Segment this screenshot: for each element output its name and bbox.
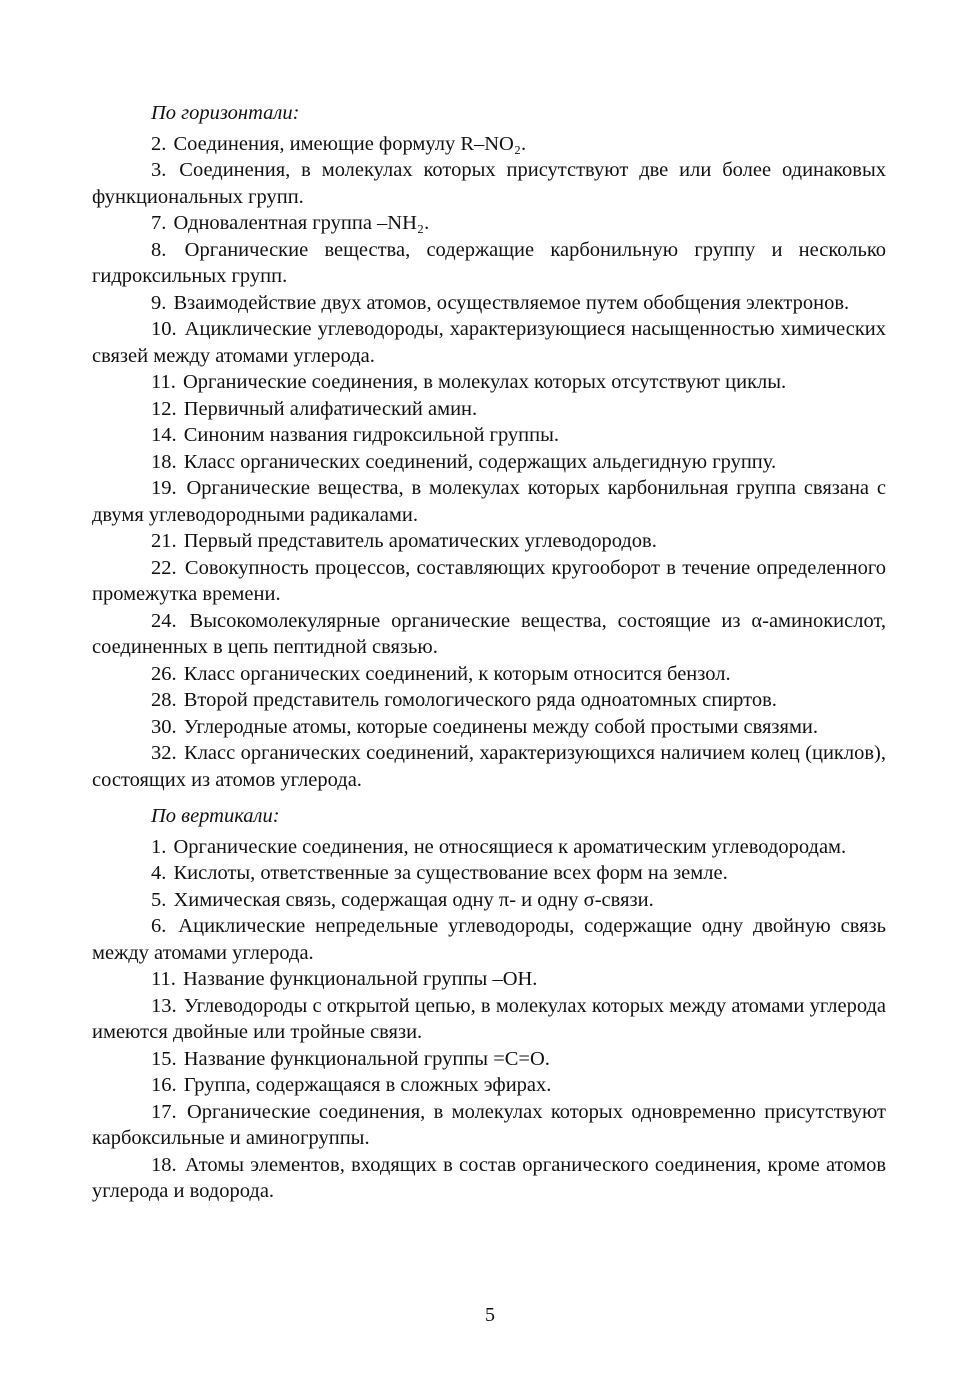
- down-clue: [92, 887, 886, 914]
- clue-text: Органические вещества, в молекулах которых карбонильная группа связана с двумя углеводородными радикалами.: [92, 477, 886, 526]
- clue-number: 7.: [151, 212, 167, 234]
- clue-text: Взаимодействие двух атомов, осуществляемое путем обобщения электронов.: [173, 291, 850, 314]
- clue-number: 14.: [151, 424, 177, 446]
- across-clue: [92, 449, 886, 476]
- clue-text: Первичный алифатический амин.: [183, 397, 478, 420]
- clue-number: 1.: [151, 835, 167, 858]
- clue-text: Ациклические углеводороды, характеризующиеся насыщенностью химических связей между атомами углерода.: [92, 318, 886, 367]
- down-heading: По вертикали:: [151, 805, 280, 827]
- clue-number: 30.: [151, 715, 177, 738]
- across-clue: [92, 396, 886, 423]
- clue-number: 10.: [151, 318, 177, 340]
- clue-text: Атомы элементов, входящих в состав органического соединения, кроме атомов углерода и водорода.: [92, 1153, 886, 1202]
- across-heading: По горизонтали:: [151, 102, 300, 124]
- clue-number: 4.: [151, 862, 167, 884]
- clue-text: Класс органических соединений, содержащих альдегидную группу.: [183, 450, 777, 473]
- across-clue-list: [92, 131, 886, 794]
- across-clue: [92, 422, 886, 449]
- down-clue: [92, 966, 886, 993]
- clue-number: 22.: [151, 556, 177, 579]
- clue-number: 18.: [151, 1153, 177, 1176]
- clue-number: 13.: [151, 994, 177, 1017]
- clue-number: 18.: [151, 450, 177, 473]
- across-clue: [92, 316, 886, 369]
- clue-number: 8.: [151, 238, 167, 261]
- clue-text: Первый представитель ароматических углеводородов.: [183, 530, 657, 552]
- clue-text: Совокупность процессов, составляющих кругооборот в течение определенного промежутка времени.: [92, 556, 887, 605]
- clue-number: 3.: [151, 159, 167, 181]
- clue-text: Углеродные атомы, которые соединены между собой простыми связями.: [183, 715, 819, 738]
- across-clue: [92, 528, 886, 555]
- clue-text: Химическая связь, содержащая одну π- и одну σ-связи.: [173, 888, 654, 911]
- clue-number: 28.: [151, 689, 177, 711]
- clue-number: 11.: [151, 968, 176, 990]
- across-clue: [92, 555, 886, 608]
- across-clue: [92, 687, 886, 714]
- across-clue: [92, 157, 886, 210]
- clue-text: Класс органических соединений, к которым относится бензол.: [183, 662, 731, 685]
- down-clue: [92, 1152, 886, 1205]
- down-clue: [92, 834, 886, 861]
- clue-text: Соединения, в молекулах которых присутствуют две или более одинаковых функциональных групп.: [92, 159, 886, 208]
- clue-number: 2.: [151, 132, 167, 155]
- clue-number: 24.: [151, 609, 177, 632]
- clue-number: 32.: [151, 742, 177, 764]
- clue-number: 16.: [151, 1074, 177, 1096]
- down-clue: [92, 913, 886, 966]
- clue-number: 15.: [151, 1047, 177, 1070]
- down-clue: [92, 860, 886, 887]
- clue-number: 9.: [151, 291, 167, 314]
- clue-text: Второй представитель гомологического ряда одноатомных спиртов.: [183, 689, 777, 711]
- down-clue: [92, 1099, 886, 1152]
- clue-text: Название функциональной группы =C=O.: [183, 1047, 550, 1070]
- page-number: 5: [485, 1304, 495, 1326]
- down-clue: [92, 1046, 886, 1073]
- clue-text: Углеводороды с открытой цепью, в молекулах которых между атомами углерода имеются двойные или тройные связи.: [92, 994, 887, 1043]
- clue-text: Кислоты, ответственные за существование всех форм на земле.: [173, 862, 728, 884]
- clue-text: Название функциональной группы –OH.: [183, 968, 538, 990]
- clue-number: 21.: [151, 530, 177, 552]
- across-clue: [92, 210, 886, 237]
- across-clue: [92, 714, 886, 741]
- clue-text: Синоним названия гидроксильной группы.: [183, 424, 560, 446]
- clue-number: 19.: [151, 477, 177, 499]
- clue-text: Органические соединения, в молекулах которых одновременно присутствуют карбоксильные и аминогруппы.: [92, 1100, 887, 1149]
- clue-number: 26.: [151, 662, 177, 685]
- across-clue: [92, 131, 886, 158]
- clue-text: Класс органических соединений, характеризующихся наличием колец (циклов), состоящих из атомов углерода.: [92, 742, 886, 791]
- clue-text: Органические соединения, не относящиеся к ароматическим углеводородам.: [173, 835, 847, 858]
- clue-text: Одновалентная группа –NH₂.: [173, 212, 430, 234]
- clue-number: 6.: [151, 915, 167, 937]
- across-clue: [92, 237, 886, 290]
- clue-number: 17.: [151, 1100, 177, 1123]
- clue-text: Органические вещества, содержащие карбонильную группу и несколько гидроксильных групп.: [92, 238, 887, 287]
- across-clue: [92, 740, 886, 793]
- across-clue: [92, 369, 886, 396]
- clue-text: Группа, содержащаяся в сложных эфирах.: [183, 1074, 552, 1096]
- across-clue: [92, 290, 886, 317]
- down-clue-list: [92, 834, 886, 1205]
- clue-number: 11.: [151, 371, 176, 393]
- across-clue: [92, 475, 886, 528]
- down-clue: [92, 1072, 886, 1099]
- clue-text: Ациклические непредельные углеводороды, содержащие одну двойную связь между атомами углерода.: [92, 915, 886, 964]
- clue-text: Органические соединения, в молекулах которых отсутствуют циклы.: [183, 371, 787, 393]
- clue-number: 5.: [151, 888, 167, 911]
- across-clue: [92, 661, 886, 688]
- clue-text: Высокомолекулярные органические вещества, состоящие из α-аминокислот, соединенных в цепь пептидной связью.: [92, 609, 886, 658]
- clue-number: 12.: [151, 397, 177, 420]
- clue-text: Соединения, имеющие формулу R–NO₂.: [173, 132, 527, 155]
- down-clue: [92, 993, 886, 1046]
- crossword-clues: [92, 100, 886, 1205]
- across-clue: [92, 608, 886, 661]
